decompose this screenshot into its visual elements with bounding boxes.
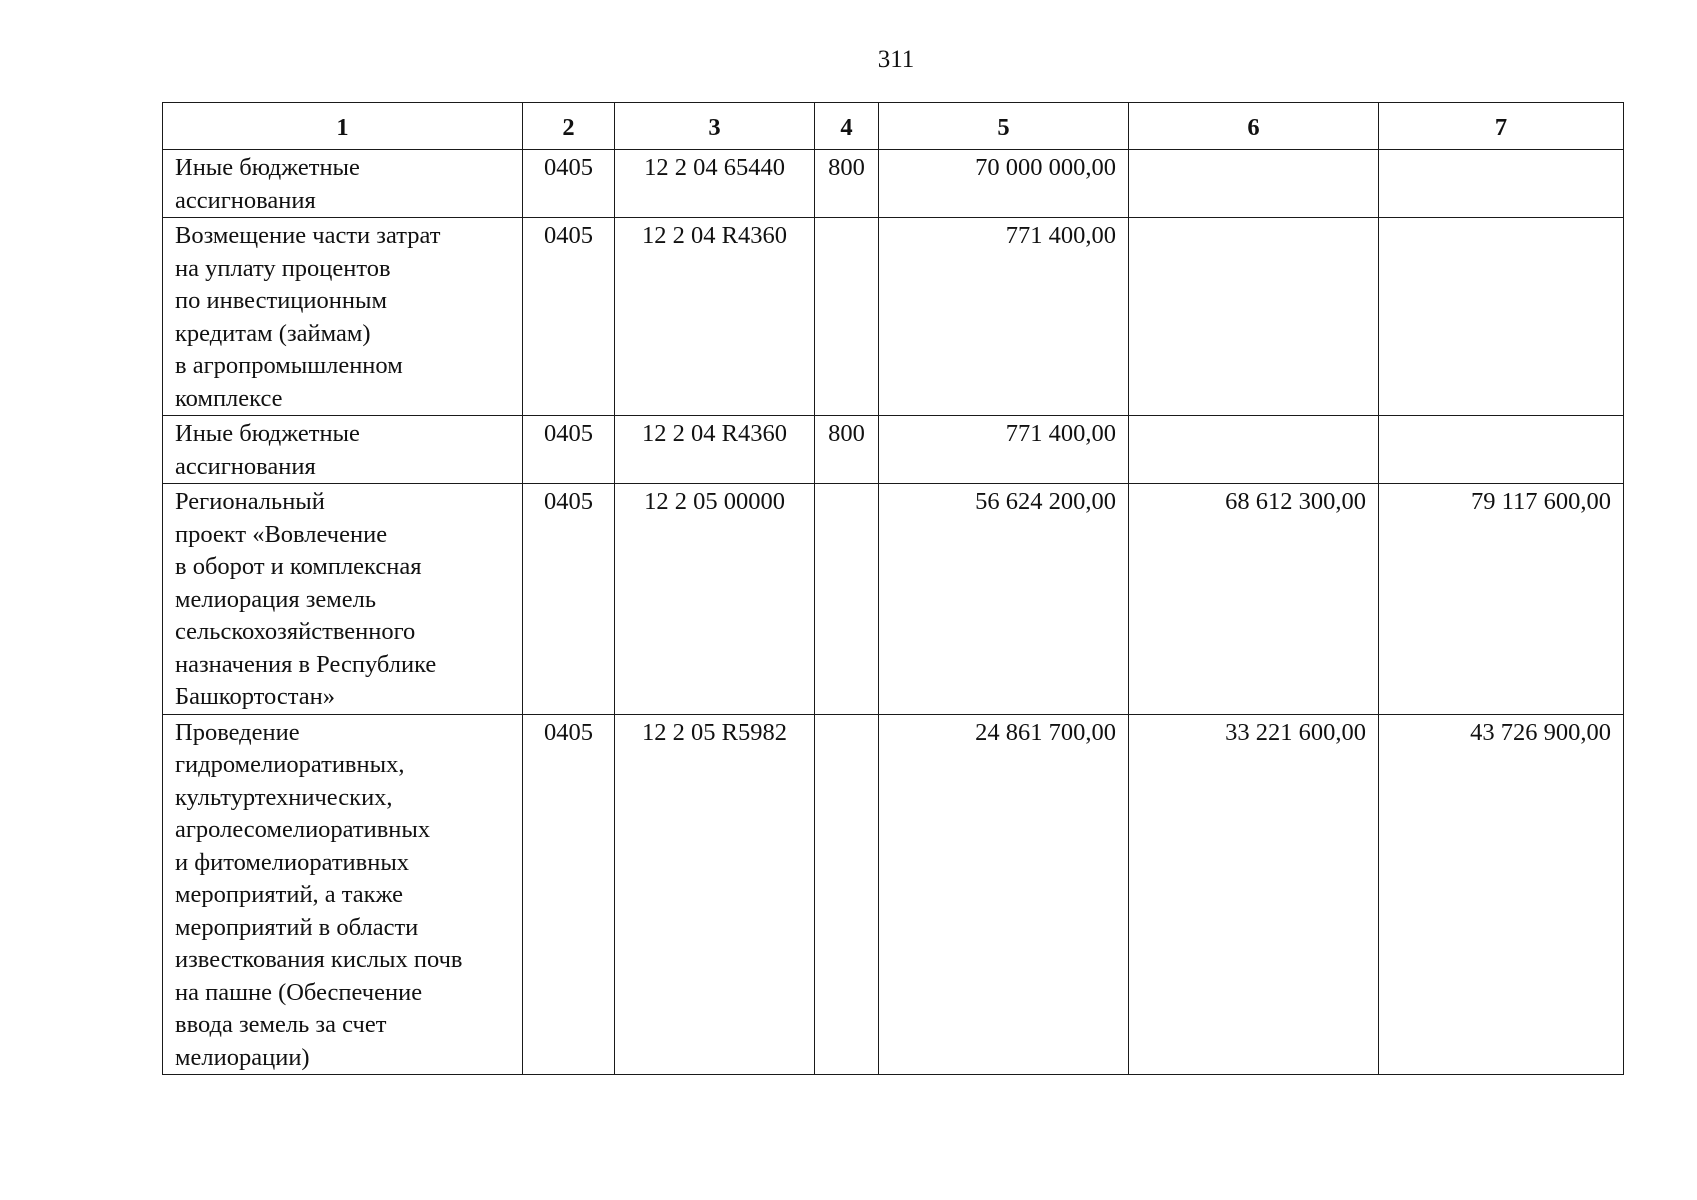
row-name-line: сельскохозяйственного	[175, 618, 416, 645]
row-name-line: агролесомелиоративных	[175, 816, 431, 843]
row-name-cell	[163, 150, 523, 218]
header-col-6: 6	[1129, 103, 1379, 150]
row-code-cell: 12 2 05 00000	[615, 484, 815, 715]
row-name-line: на уплату процентов	[175, 254, 391, 282]
row-name-line: кредитам (займам)	[175, 319, 371, 347]
row-name-line: мероприятий в области	[175, 913, 419, 941]
row-name-line: ввода земель за счет	[175, 1011, 387, 1038]
row-section-cell: 0405	[523, 416, 615, 484]
row-amount-7-cell	[1379, 150, 1624, 218]
row-name-line: известкования кислых почв	[175, 946, 463, 973]
header-col-4: 4	[815, 103, 879, 150]
header-col-7: 7	[1379, 103, 1624, 150]
row-name-cell	[163, 484, 523, 715]
row-name-line: Иные бюджетные	[175, 154, 360, 181]
header-col-2: 2	[523, 103, 615, 150]
row-name-line: мероприятий, а также	[175, 881, 404, 908]
header-col-3: 3	[615, 103, 815, 150]
row-type-cell	[815, 714, 879, 1075]
row-section-cell: 0405	[523, 484, 615, 715]
row-type-cell	[815, 218, 879, 416]
row-name-line: ассигнования	[175, 452, 316, 480]
table-row	[163, 416, 1624, 484]
row-name-cell	[163, 714, 523, 1075]
row-amount-7-cell: 43 726 900,00	[1379, 714, 1624, 1075]
row-amount-7-cell	[1379, 218, 1624, 416]
row-name-line: мелиорация земель	[175, 585, 377, 613]
table-row	[163, 150, 1624, 218]
row-amount-6-cell	[1129, 416, 1379, 484]
row-name-line: Башкортостан»	[175, 683, 336, 710]
row-name-line: мелиорации)	[175, 1043, 310, 1071]
row-name-line: по инвестиционным	[175, 287, 387, 314]
row-name-line: и фитомелиоративных	[175, 848, 410, 876]
row-amount-5-cell: 771 400,00	[879, 416, 1129, 484]
row-amount-5-cell: 771 400,00	[879, 218, 1129, 416]
header-col-5: 5	[879, 103, 1129, 150]
row-name-cell	[163, 218, 523, 416]
header-col-1: 1	[163, 103, 523, 150]
row-name-line: назначения в Республике	[175, 650, 437, 678]
row-amount-6-cell	[1129, 218, 1379, 416]
budget-table	[162, 102, 1624, 1075]
row-name-line: в агропромышленном	[175, 352, 403, 379]
row-code-cell: 12 2 05 R5982	[615, 714, 815, 1075]
row-section-cell: 0405	[523, 218, 615, 416]
row-amount-6-cell	[1129, 150, 1379, 218]
row-amount-5-cell: 56 624 200,00	[879, 484, 1129, 715]
row-name-line: ассигнования	[175, 186, 316, 214]
row-section-cell: 0405	[523, 150, 615, 218]
row-name-line: на пашне (Обеспечение	[175, 978, 423, 1006]
row-name-cell	[163, 416, 523, 484]
row-name-line: в оборот и комплексная	[175, 553, 422, 580]
row-name-line: проект «Вовлечение	[175, 520, 388, 548]
row-name-line: Иные бюджетные	[175, 420, 360, 447]
row-type-cell: 800	[815, 150, 879, 218]
row-amount-6-cell: 68 612 300,00	[1129, 484, 1379, 715]
table-row	[163, 714, 1624, 1075]
row-type-cell: 800	[815, 416, 879, 484]
row-name-line: Проведение	[175, 718, 300, 746]
row-name-line: гидромелиоративных,	[175, 751, 405, 778]
row-code-cell: 12 2 04 65440	[615, 150, 815, 218]
table-row	[163, 484, 1624, 715]
row-amount-7-cell: 79 117 600,00	[1379, 484, 1624, 715]
row-amount-5-cell: 70 000 000,00	[879, 150, 1129, 218]
header-row	[163, 103, 1624, 150]
row-amount-5-cell: 24 861 700,00	[879, 714, 1129, 1075]
row-code-cell: 12 2 04 R4360	[615, 416, 815, 484]
row-code-cell: 12 2 04 R4360	[615, 218, 815, 416]
row-name-line: комплексе	[175, 384, 283, 412]
row-name-line: Региональный	[175, 488, 325, 515]
row-amount-6-cell: 33 221 600,00	[1129, 714, 1379, 1075]
row-section-cell: 0405	[523, 714, 615, 1075]
table-row	[163, 218, 1624, 416]
row-name-line: Возмещение части затрат	[175, 222, 441, 249]
row-type-cell	[815, 484, 879, 715]
row-amount-7-cell	[1379, 416, 1624, 484]
row-name-line: культуртехнических,	[175, 783, 393, 811]
page-number: 311	[877, 46, 915, 73]
